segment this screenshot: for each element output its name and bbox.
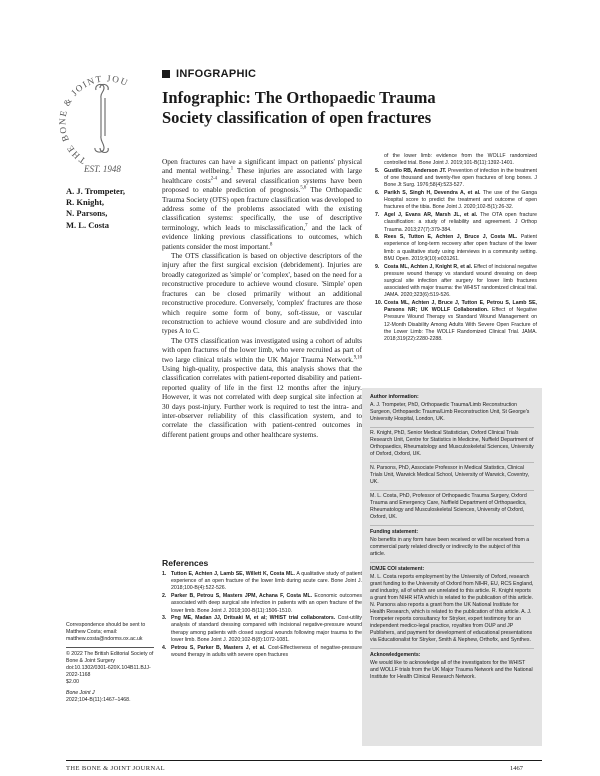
side-metadata	[66, 622, 154, 704]
divider	[370, 427, 534, 428]
references-list-left	[162, 571, 362, 659]
logo-arc-text: THE BONE & JOINT JOU	[57, 73, 131, 166]
footer-divider	[66, 760, 542, 761]
reference-item: 4. Petrou S, Parker B, Masters J, et al. Cost-Effectiveness of negative-pressure wound therapy in adults with severe open fractures	[162, 644, 363, 658]
copyright-line: © 2022 The British Editorial Society of Bone & Joint Surgery	[66, 651, 154, 664]
svg-text:THE BONE & JOINT JOURNAL	[48, 60, 130, 166]
reference-item: 10. Costa ML, Achten J, Bruce J, Tutton E, Petrou S, Lamb SE, Parsons NR; UK WOLLF Collaboration. Effect of Negative Pressure Wound Therapy vs Standard Wound Management on 12-Month Disability Among Adults With Severe Open Fracture of the Lower Limb: The WOLLF Randomized Clinical Trial. JAMA. 2018;319(22):2280-2288.	[375, 300, 537, 343]
author-info-entry: M. L. Costa, PhD, Professor of Orthopaedic Trauma Surgery, Oxford Trauma and Emergency Care, Nuffield Department of Orthopaedics, Rheumatology and Musculoskeletal Sciences, University of Oxford, Oxford, UK.	[370, 493, 527, 520]
price-line: $2.00	[66, 679, 79, 685]
footer-journal-name: THE BONE & JOINT JOURNAL	[66, 765, 166, 772]
icmje-text: M. L. Costa reports employment by the University of Oxford, research grant funding to the University of Oxford from NIHR, EU, RCS England, and industry, all of which are unrelated to this article. R. Knight reports a grant from NIHR HTA which is related to the publication of this article. N. Parsons also reports a grant from the UK National Institute for Health Research, which is related to the publication of this article. A. J. Trompeter reports consultancy for Stryker, expert testimony for an independent medico-legal practice, royalties from OUP and JP Publishers, and payment for development of educational presentations via Educationalist for Stryker, Smith & Nephew, Orthofix, and Synthes.	[370, 574, 534, 643]
author-name: R. Knight,	[66, 197, 105, 208]
reference-item: 3. Png ME, Madan JJ, Dritsaki M, et al; WHIST trial collaborators. Cost-utility analysis of standard dressing compared with incisional negative-pressure wound therapy among patients with closed surgical wounds following major trauma to the lower limb. Bone Joint J. 2020;102-B(8):1072-1081.	[162, 615, 363, 643]
doi-line: doi:10.1302/0301-620X.104B11.BJJ-2022-1168	[66, 665, 151, 678]
logo-est-text: EST. 1948	[84, 164, 121, 174]
divider	[370, 648, 534, 649]
section-label: INFOGRAPHIC	[176, 68, 257, 80]
acknowledgements-heading: Acknowledgements:	[370, 652, 421, 658]
divider	[66, 647, 154, 648]
references-heading: References	[162, 558, 209, 568]
references-list-right	[375, 153, 537, 344]
reference-item: 2. Parker B, Petrou S, Masters JPM, Achana F, Costa ML. Economic outcomes associated with deep surgical site infection in patients with an open fracture of the lower limb. Bone Joint J. 2018;100-B(11):1506-1510.	[162, 593, 362, 614]
divider	[370, 525, 534, 526]
citation-journal: Bone Joint J	[66, 690, 95, 696]
footer-page-number: 1467	[510, 765, 523, 772]
reference-item: of the lower limb: evidence from the WOLLF randomized controlled trial. Bone Joint J. 2019;101-B(11):1392-1401.	[384, 153, 537, 167]
citation-volume: 2022;104-B(11):1467–1468.	[66, 697, 131, 703]
author-name: N. Parsons,	[66, 208, 108, 219]
funding-heading: Funding statement:	[370, 529, 419, 535]
journal-logo	[48, 60, 136, 178]
author-info-entry: N. Parsons, PhD, Associate Professor in Medical Statistics, Clinical Trials Unit, Warwick Medical School, University of Warwick, Coventry, UK.	[370, 465, 530, 485]
reference-item: 5. Gustilo RB, Anderson JT. Prevention of infection in the treatment of one thousand and twenty-five open fractures of long bones. J Bone Jt Surg. 1976;58(4):523-527.	[375, 167, 538, 189]
reference-item: 6. Parikh S, Singh H, Devendra A, et al. The use of the Ganga Hospital score to predict the treatment and outcome of open fractures of the tibia. Bone Joint J. 2020;102-B(1):26-32.	[375, 190, 537, 211]
body-paragraph: Open fractures can have a significant impact on patients' physical and mental wellbeing.$^1$ These injuries are associated with large healthcare costs$^{2-4}$ and several classification systems have been proposed to enable prediction of prognosis.$^{5,6}$ The Orthopaedic Trauma Society (OTS) open fracture classification was developed to address some of the problems associated with the existing classification systems: specifically, the use of descriptive terminology, which leads to misclassification,$^7$ and the lack of evidence linking previous classifications to outcomes, which patients consider the most important.$^8$	[162, 157, 363, 251]
reference-item: 8. Rees S, Tutton E, Achten J, Bruce J, Costa ML. Patient experience of long-term recovery after open fracture of the lower limb: a qualitative study using interviews in a community setting. BMJ Open. 2019;9(10):e031261.	[375, 234, 537, 262]
section-tag	[162, 68, 256, 80]
author-info-box	[362, 388, 542, 746]
article-body	[162, 157, 362, 439]
body-paragraph: The OTS classification is based on objective descriptors of the injury after the first surgical excision (debridement). Injuries are broadly categorized as 'simple' or 'complex', based on the need for a reconstructive procedure to achieve wound closure. 'Simple' open fractures can be closed primarily without an additional reconstructive procedure. Conversely, 'complex' fractures are those which require some form of bony, soft-tissue, or vascular reconstruction to achieve wound closure and are subdivided into types A to C.	[162, 251, 362, 336]
reference-item: 7. Agel J, Evans AR, Marsh JL, et al. The OTA open fracture classification: a study of reliability and agreement. J Orthop Trauma. 2013;27(7):379-384.	[375, 212, 537, 233]
article-title: Infographic: The Orthopaedic Trauma Society classification of open fractures	[162, 88, 436, 127]
funding-text: No benefits in any form have been received or will be received from a commercial party related directly or indirectly to the subject of this article.	[370, 537, 530, 557]
author-info-entry: R. Knight, PhD, Senior Medical Statistician, Oxford Clinical Trials Research Unit, Centre for Statistics in Medicine, Nuffield Department of Orthopaedics, Rheumatology and Musculoskeletal Sciences, University of Oxford, Oxford, UK.	[370, 430, 534, 457]
icmje-heading: ICMJE COI statement:	[370, 566, 425, 572]
reference-item: 1. Tutton E, Achten J, Lamb SE, Willett K, Costa ML. A qualitative study of patient experience of an open fracture of the lower limb during acute care. Bone Joint J. 2018;100-B(4):522-526.	[162, 571, 362, 592]
author-name: M. L. Costa	[66, 219, 109, 230]
acknowledgements-text: We would like to acknowledge all of the investigators for the WHIST and WOLLF trials from the UK Major Trauma Network and the National Institute for Health Clinical Research Network.	[370, 660, 533, 680]
divider	[370, 490, 534, 491]
author-name: A. J. Trompeter,	[66, 186, 125, 196]
journal-seal-graphic	[48, 60, 136, 178]
section-square-icon	[162, 70, 170, 78]
correspondence-note: Correspondence should be sent to Matthew Costa; email: matthew.costa@ndorms.ox.ac.uk	[66, 622, 146, 642]
author-info-entry: A. J. Trompeter, PhD, Orthopaedic Trauma/Limb Reconstruction Surgeon, Orthopaedic Trauma/Limb Reconstruction Unit, St George's University Hospital, London, UK.	[370, 402, 530, 422]
reference-item: 9. Costa ML, Achten J, Knight R, et al. Effect of incisional negative pressure wound therapy vs standard wound dressing on deep surgical site infection after surgery for lower limb fractures associated with major trauma: the WHIST randomized clinical trial. JAMA. 2020;323(6):519-526.	[375, 263, 537, 299]
author-info-heading: Author information:	[370, 394, 419, 400]
divider	[370, 462, 534, 463]
body-paragraph: The OTS classification was investigated using a cohort of adults with open fractures of the lower limb, who were recruited as part of two large clinical trials within the UK Major Trauma Network.$^{9,10}$ Using high-quality, prospective data, this analysis shows that the classification correlates with patient-reported disability and patient-reported quality of life in the first 12 months after the injury. However, it was not correlated with deep surgical site infection at 30 days post-injury. Further work is required to test the intra- and inter-observer reliability of this classification system, and to correlate the classification with patient-centred outcomes in different patient groups and other healthcare systems.	[162, 335, 362, 439]
divider	[370, 562, 534, 563]
author-list	[66, 186, 151, 231]
